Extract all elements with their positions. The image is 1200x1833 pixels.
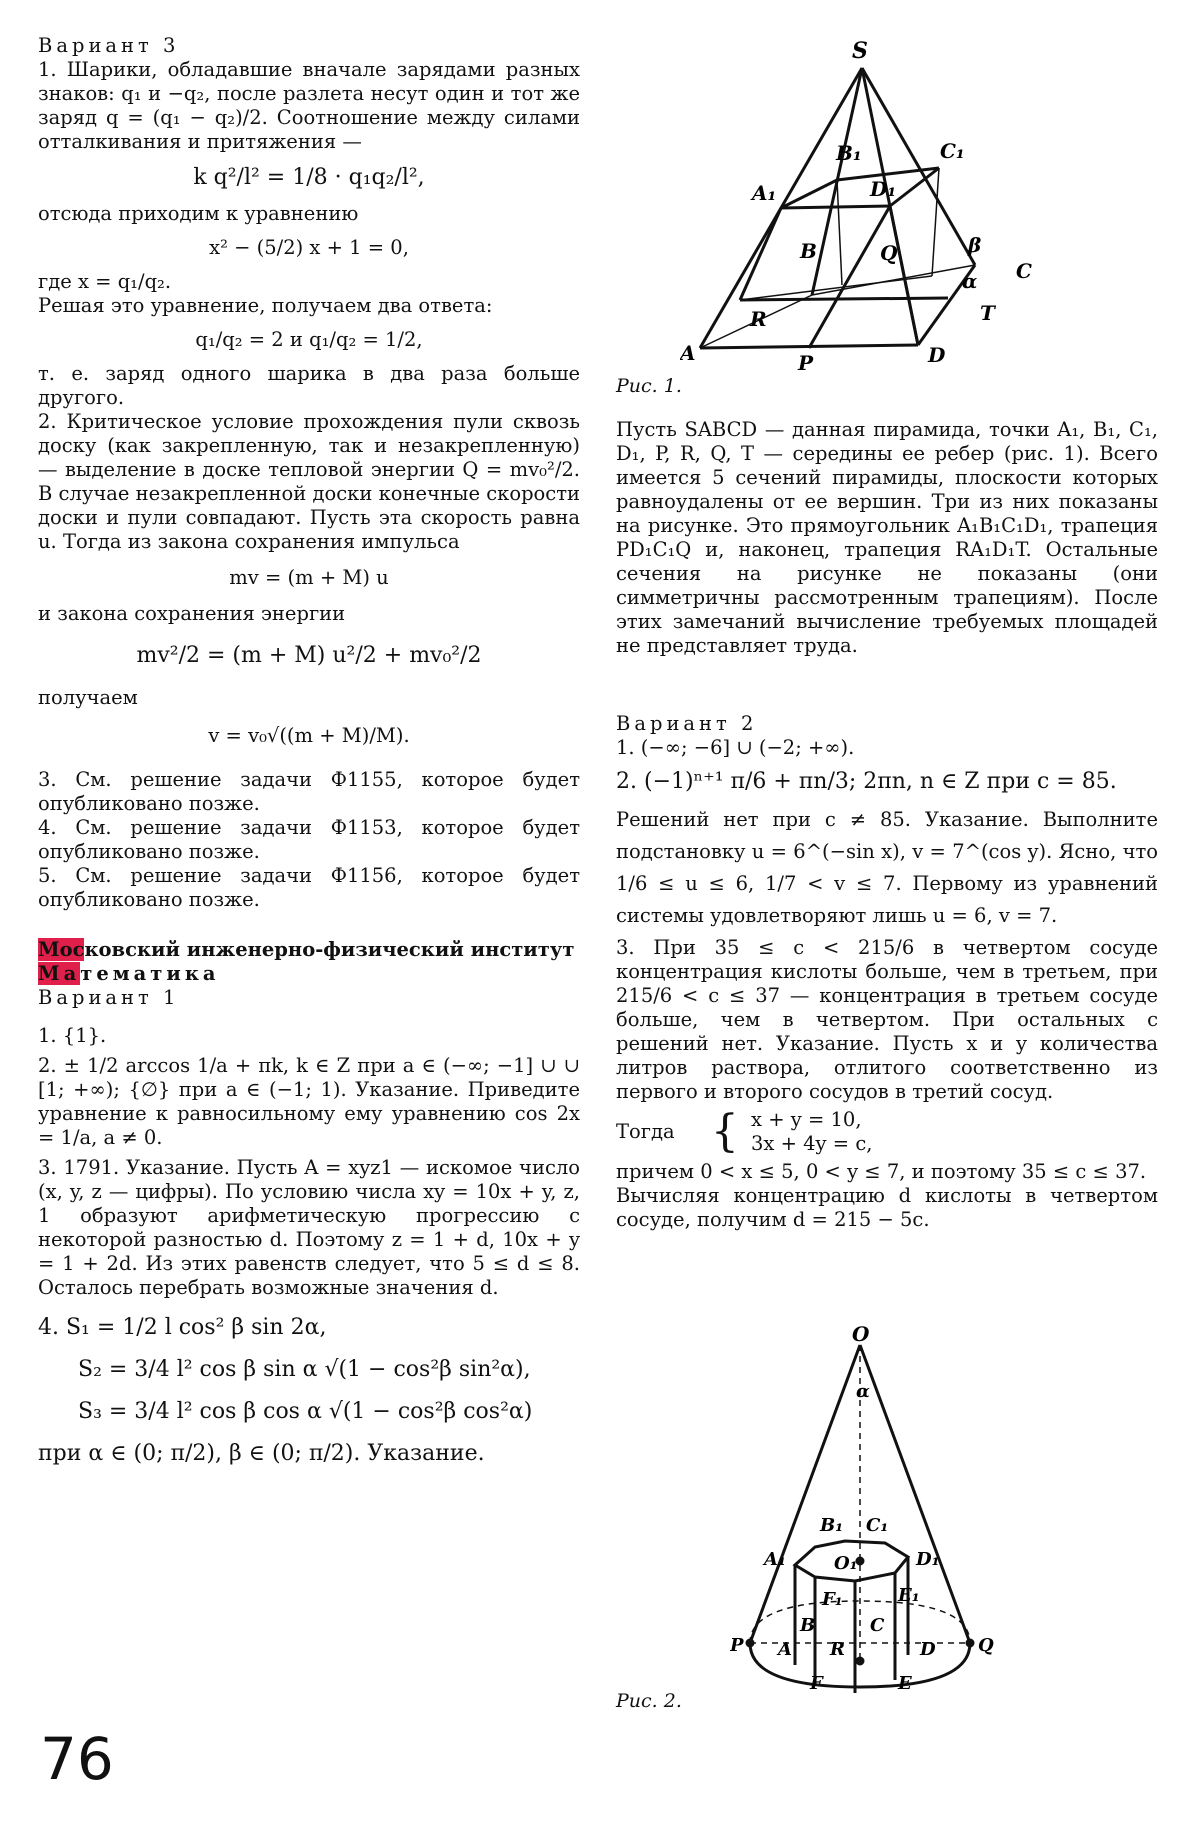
section-header: Вариант 2	[616, 712, 758, 735]
answer: 3. При 35 ≤ c < 215/6 в четвертом сосуде концентрация кислоты больше, чем в третьем, при 215/6 < c ≤ 37 — концентрация в третьем сосуде больше, чем в четвертом. При остальных c решений нет. Указание. Пусть x и y количества литров раствора, отлитого соответственно из первого и второго сосудов в третий сосуд.	[616, 936, 1158, 1103]
label-S: S	[852, 38, 868, 64]
subject-heading	[38, 962, 580, 986]
paragraph: 2. Критическое условие прохождения пули сквозь доску (как закрепленную, так и незакрепленную) — выделение в доске тепловой энергии Q = mv₀²/2. В случае незакрепленной доски конечные скорости доски и пули совпадают. Пусть эта скорость равна u. Тогда из закона сохранения импульса	[38, 410, 580, 553]
institute-heading-text: ковский инженерно-физический институт	[84, 938, 575, 961]
label-C1: C₁	[940, 139, 965, 163]
formula: mv²/2 = (m + M) u²/2 + mv₀²/2	[136, 643, 482, 668]
label-E: E	[898, 1673, 912, 1694]
formula: q₁/q₂ = 2 и q₁/q₂ = 1/2,	[195, 328, 423, 351]
figure-pyramid	[680, 30, 1060, 370]
paragraph: Решая это уравнение, получаем два ответа:	[38, 294, 493, 317]
answer: причем 0 < x ≤ 5, 0 < y ≤ 7, и поэтому 35 ≤ c ≤ 37.	[616, 1160, 1147, 1183]
label-Q: Q	[978, 1635, 994, 1656]
figure-caption: Рис. 2.	[616, 1690, 682, 1712]
highlight-mark: Мос	[38, 938, 85, 961]
label-A: A	[778, 1639, 792, 1660]
equation-system	[751, 1108, 872, 1156]
formula: при α ∈ (0; π/2), β ∈ (0; π/2). Указание.	[38, 1441, 485, 1466]
brace-icon: {	[710, 1106, 739, 1157]
right-column-top	[616, 418, 1158, 658]
figure-cone	[730, 1325, 1000, 1695]
label-D: D	[928, 343, 946, 367]
label-E1: E₁	[898, 1585, 920, 1606]
label-A1: A₁	[752, 181, 777, 205]
paragraph: 5. См. решение задачи Ф1156, которое будет опубликовано позже.	[38, 864, 580, 911]
paragraph: отсюда приходим к уравнению	[38, 202, 359, 225]
answer: 3. 1791. Указание. Пусть A = xyz1 — искомое число (x, y, z — цифры). По условию числа xy = 10x + y, z, 1 образуют арифметическую прогрессию с некоторой разностью d. Поэтому z = 1 + d, 10x + y = 1 + 2d. Из этих равенств следует, что 5 ≤ d ≤ 8. Осталось перебрать возможные значения d.	[38, 1156, 580, 1299]
label-beta: β	[968, 233, 982, 257]
equation: 3x + 4y = c,	[751, 1132, 873, 1155]
formula: mv = (m + M) u	[229, 566, 389, 589]
label-alpha: α	[856, 1381, 870, 1402]
label-C1: C₁	[866, 1515, 889, 1536]
equation: x + y = 10,	[751, 1108, 862, 1131]
formula: v = v₀√((m + M)/M).	[208, 724, 410, 747]
section-header: Вариант 3	[38, 34, 180, 57]
paragraph: Пусть SABCD — данная пирамида, точки A₁, B₁, C₁, D₁, P, R, Q, T — середины ее ребер (рис. 1). Всего имеется 5 сечений пирамиды, плоскости которых равноудалены от ее вершин. Три из них показаны на рисунке. Это прямоугольник A₁B₁C₁D₁, трапеция PD₁C₁Q и, наконец, трапеция RA₁D₁T. Остальные сечения на рисунке не показаны (они симметричны рассмотренным трапециям). После этих замечаний вычисление требуемых площадей не представляет труда.	[616, 418, 1158, 657]
label-B: B	[800, 239, 817, 263]
then-label: Тогда	[616, 1120, 675, 1143]
label-B1: B₁	[836, 141, 862, 165]
page-number: 76	[40, 1725, 114, 1793]
label-F1: F₁	[822, 1589, 843, 1610]
label-R: R	[830, 1639, 845, 1660]
label-C: C	[870, 1615, 885, 1636]
formula: x² − (5/2) x + 1 = 0,	[209, 236, 409, 259]
paragraph: 1. Шарики, обладавшие вначале зарядами разных знаков: q₁ и −q₂, после разлета несут один и тот же заряд q = (q₁ − q₂)/2. Соотношение между силами отталкивания и притяжения —	[38, 58, 580, 153]
label-D: D	[920, 1639, 936, 1660]
label-alpha: α	[962, 269, 978, 293]
label-A1: A₁	[764, 1549, 786, 1570]
left-column	[38, 34, 580, 1466]
label-D1: D₁	[916, 1549, 940, 1570]
label-P: P	[730, 1635, 744, 1656]
paragraph: 4. См. решение задачи Ф1153, которое будет опубликовано позже.	[38, 816, 580, 863]
answer: 1. (−∞; −6] ∪ (−2; +∞).	[616, 736, 855, 759]
answer: Решений нет при c ≠ 85. Указание. Выполните подстановку u = 6^(−sin x), v = 7^(cos y). Ясно, что 1/6 ≤ u ≤ 6, 1/7 < v ≤ 7. Первому из уравнений системы удовлетворяют лишь u = 6, v = 7.	[616, 808, 1158, 927]
label-P: P	[798, 351, 814, 370]
label-A: A	[680, 341, 696, 365]
label-O1: O₁	[834, 1553, 858, 1574]
label-B: B	[800, 1615, 816, 1636]
formula: S₂ = 3/4 l² cos β sin α √(1 − cos²β sin²α),	[78, 1357, 531, 1382]
formula: S₃ = 3/4 l² cos β cos α √(1 − cos²β cos²α)	[78, 1399, 533, 1424]
paragraph: получаем	[38, 686, 138, 709]
paragraph: 3. См. решение задачи Ф1155, которое будет опубликовано позже.	[38, 768, 580, 815]
label-B1: B₁	[820, 1515, 844, 1536]
paragraph: и закона сохранения энергии	[38, 602, 346, 625]
answer: 2. (−1)ⁿ⁺¹ π/6 + πn/3; 2πn, n ∈ Z при c = 85.	[616, 769, 1117, 794]
label-F: F	[810, 1673, 823, 1694]
figure-caption: Рис. 1.	[616, 375, 682, 397]
answer: 1. {1}.	[38, 1024, 107, 1047]
section-header: Вариант 1	[38, 986, 180, 1009]
label-T: T	[980, 301, 995, 325]
label-Q: Q	[880, 241, 898, 265]
institute-heading	[38, 938, 580, 962]
system-block	[616, 1108, 1158, 1156]
label-D1: D₁	[870, 177, 897, 201]
answer: Вычисляя концентрацию d кислоты в четвертом сосуде, получим d = 215 − 5c.	[616, 1184, 1158, 1231]
label-R: R	[750, 307, 767, 331]
label-C: C	[1016, 259, 1032, 283]
subject-heading-text: тематика	[80, 962, 220, 985]
label-O: O	[852, 1325, 870, 1346]
formula: 4. S₁ = 1/2 l cos² β sin 2α,	[38, 1315, 327, 1340]
paragraph: т. е. заряд одного шарика в два раза больше другого.	[38, 362, 580, 409]
answer: 2. ± 1/2 arccos 1/a + πk, k ∈ Z при a ∈ (−∞; −1] ∪ ∪ [1; +∞); {∅} при a ∈ (−1; 1). Указание. Приведите уравнение к равносильному ему уравнению cos 2x = 1/a, a ≠ 0.	[38, 1054, 580, 1149]
formula: k q²/l² = 1/8 · q₁q₂/l²,	[193, 165, 425, 190]
highlight-mark: Ма	[38, 962, 81, 985]
paragraph: где x = q₁/q₂.	[38, 270, 172, 293]
right-column	[616, 698, 1158, 1232]
